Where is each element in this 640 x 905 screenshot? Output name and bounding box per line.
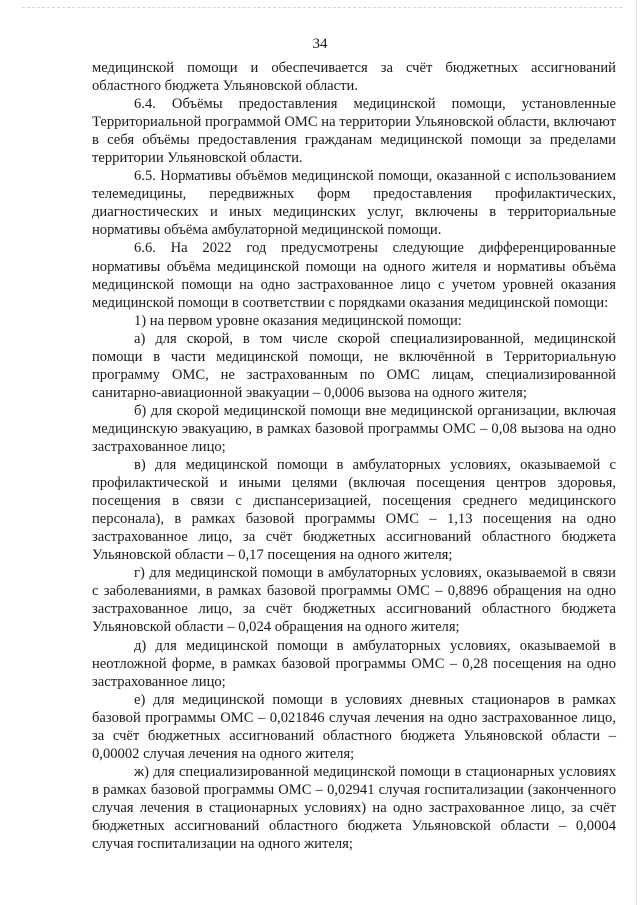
list-item-a: а) для скорой, в том числе скорой специализированной, медицинской помощи в части медицинской помощи, не включённой в Территориальную программу ОМС, не застрахованным по ОМС лицам, специализированной санитарно-авиационной эвакуации – 0,0006 вызова на одного жителя; (92, 330, 616, 401)
page-number: 34 (312, 36, 328, 52)
list-item-d: д) для медицинской помощи в амбулаторных условиях, оказываемой в неотложной форме, в рамках базовой программы ОМС – 0,28 посещения на одно застрахованное лицо; (92, 637, 616, 690)
paragraph-6-4: 6.4. Объёмы предоставления медицинской помощи, установленные Территориальной программой ОМС на территории Ульяновской области, включают в себя объёмы предоставления гражданам медицинской помощи за пределами территории Ульяновской области. (92, 96, 616, 167)
list-item-g: г) для медицинской помощи в амбулаторных условиях, оказываемой в связи с заболеваниями, в рамках базовой программы ОМС – 0,8896 обращения на одно застрахованное лицо, за счёт бюджетных ассигнований областного бюджета Ульяновской области – 0,024 обращения на одного жителя; (92, 565, 616, 636)
document-body (92, 59, 616, 853)
paragraph-6-6: 6.6. На 2022 год предусмотрены следующие дифференцированные нормативы объёма медицинской помощи на одного жителя и нормативы объёма медицинской помощи на одно застрахованное лицо с учетом уровней оказания медицинской помощи в соответствии с порядками оказания медицинской помощи: (92, 240, 616, 311)
list-item-b: б) для скорой медицинской помощи вне медицинской организации, включая медицинскую эвакуацию, в рамках базовой программы ОМС – 0,08 вызова на одно застрахованное лицо; (92, 402, 616, 455)
list-item-level-1: 1) на первом уровне оказания медицинской помощи: (134, 312, 462, 329)
list-item-v: в) для медицинской помощи в амбулаторных условиях, оказываемой с профилактической и иными целями (включая посещения центров здоровья, посещения в связи с диспансеризацией, посещения среднего медицинского персонала), в рамках базовой программы ОМС – 1,13 посещения на одно застрахованное лицо, за счёт бюджетных ассигнований областного бюджета Ульяновской области – 0,17 посещения на одного жителя; (92, 457, 616, 564)
paragraph-6-5: 6.5. Нормативы объёмов медицинской помощи, оказанной с использованием телемедицины, передвижных форм предоставления профилактических, диагностических и иных медицинских услуг, включены в территориальные нормативы объёма амбулаторной медицинской помощи. (92, 168, 616, 239)
list-item-e: е) для медицинской помощи в условиях дневных стационаров в рамках базовой программы ОМС – 0,021846 случая лечения на одно застрахованное лицо, за счёт бюджетных ассигнований областного бюджета Ульяновской области – 0,00002 случая лечения на одного жителя; (92, 691, 616, 762)
scan-top-border (22, 7, 622, 8)
list-item-zh: ж) для специализированной медицинской помощи в стационарных условиях в рамках базовой программы ОМС – 0,02941 случая госпитализации (законченного случая лечения в стационарных условиях) на одно застрахованное лицо, за счёт бюджетных ассигнований областного бюджета Ульяновской области – 0,0004 случая госпитализации на одного жителя; (92, 763, 616, 853)
paragraph-continuation: медицинской помощи и обеспечивается за счёт бюджетных ассигнований областного бюджета Ульяновской области. (92, 60, 616, 95)
scan-right-edge (636, 0, 637, 905)
